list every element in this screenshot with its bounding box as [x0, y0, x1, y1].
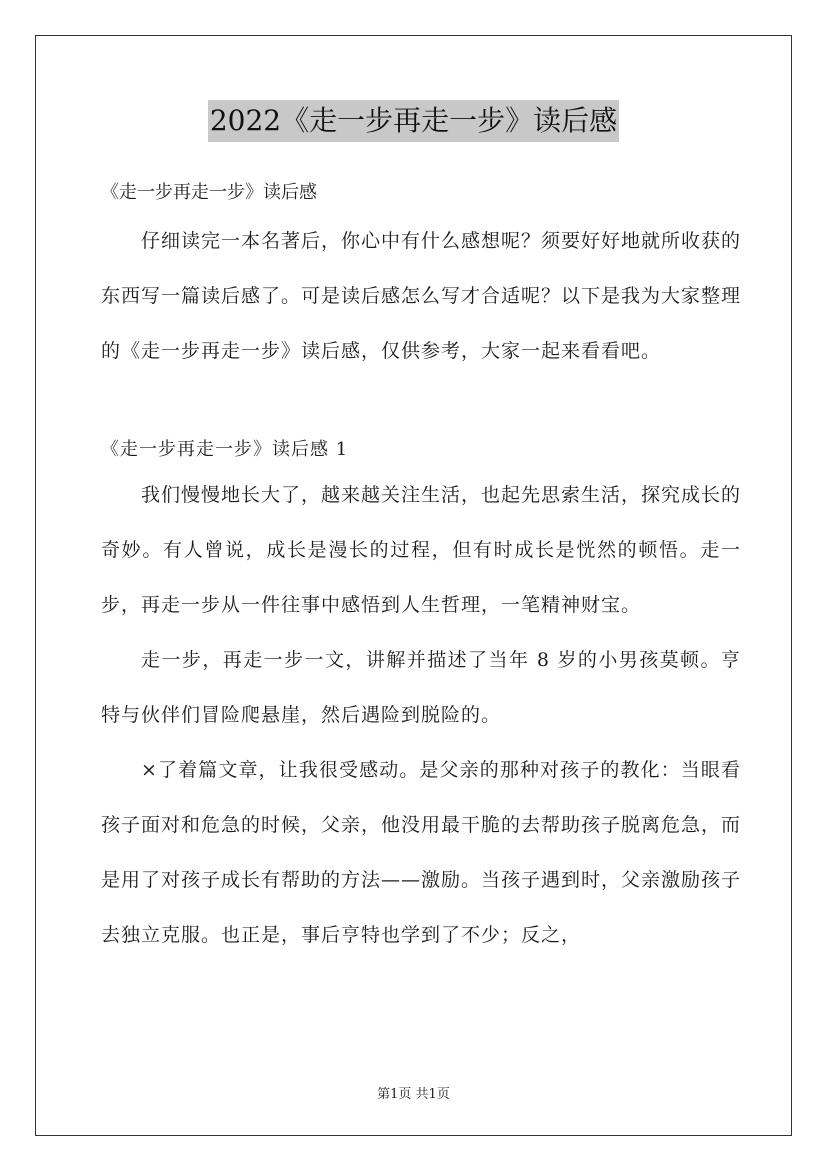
essay-heading: 《走一步再走一步》读后感 1	[101, 439, 349, 460]
body-paragraph-1: 我们慢慢地长大了，越来越关注生活，也起先思索生活，探究成长的奇妙。有人曾说，成长是漫长的过程，但有时成长是恍然的顿悟。走一步，再走一步从一件往事中感悟到人生哲理，一笔精神财宝。	[101, 484, 742, 616]
body-paragraph-3: ×了着篇文章，让我很受感动。是父亲的那种对孩子的教化：当眼看孩子面对和危急的时候，父亲，他没用最干脆的去帮助孩子脱离危急，而是用了对孩子成长有帮助的方法——激励。当孩子遇到时，父亲激励孩子去独立克服。也正是，事后亨特也学到了不少；反之，	[101, 759, 742, 946]
page-footer: 第1页 共1页	[377, 1087, 450, 1102]
section-heading: 《走一步再走一步》读后感	[101, 182, 317, 203]
body-paragraph-2: 走一步，再走一步一文，讲解并描述了当年 8 岁的小男孩莫顿。亨特与伙伴们冒险爬悬崖，然后遇险到脱险的。	[101, 649, 741, 726]
document-body	[101, 172, 741, 963]
document-title-text: 2022《走一步再走一步》读后感	[208, 100, 619, 142]
document-title	[0, 100, 827, 142]
intro-paragraph: 仔细读完一本名著后，你心中有什么感想呢？须要好好地就所收获的东西写一篇读后感了。可是读后感怎么写才合适呢？以下是我为大家整理的《走一步再走一步》读后感，仅供参考，大家一起来看看吧。	[101, 230, 742, 362]
